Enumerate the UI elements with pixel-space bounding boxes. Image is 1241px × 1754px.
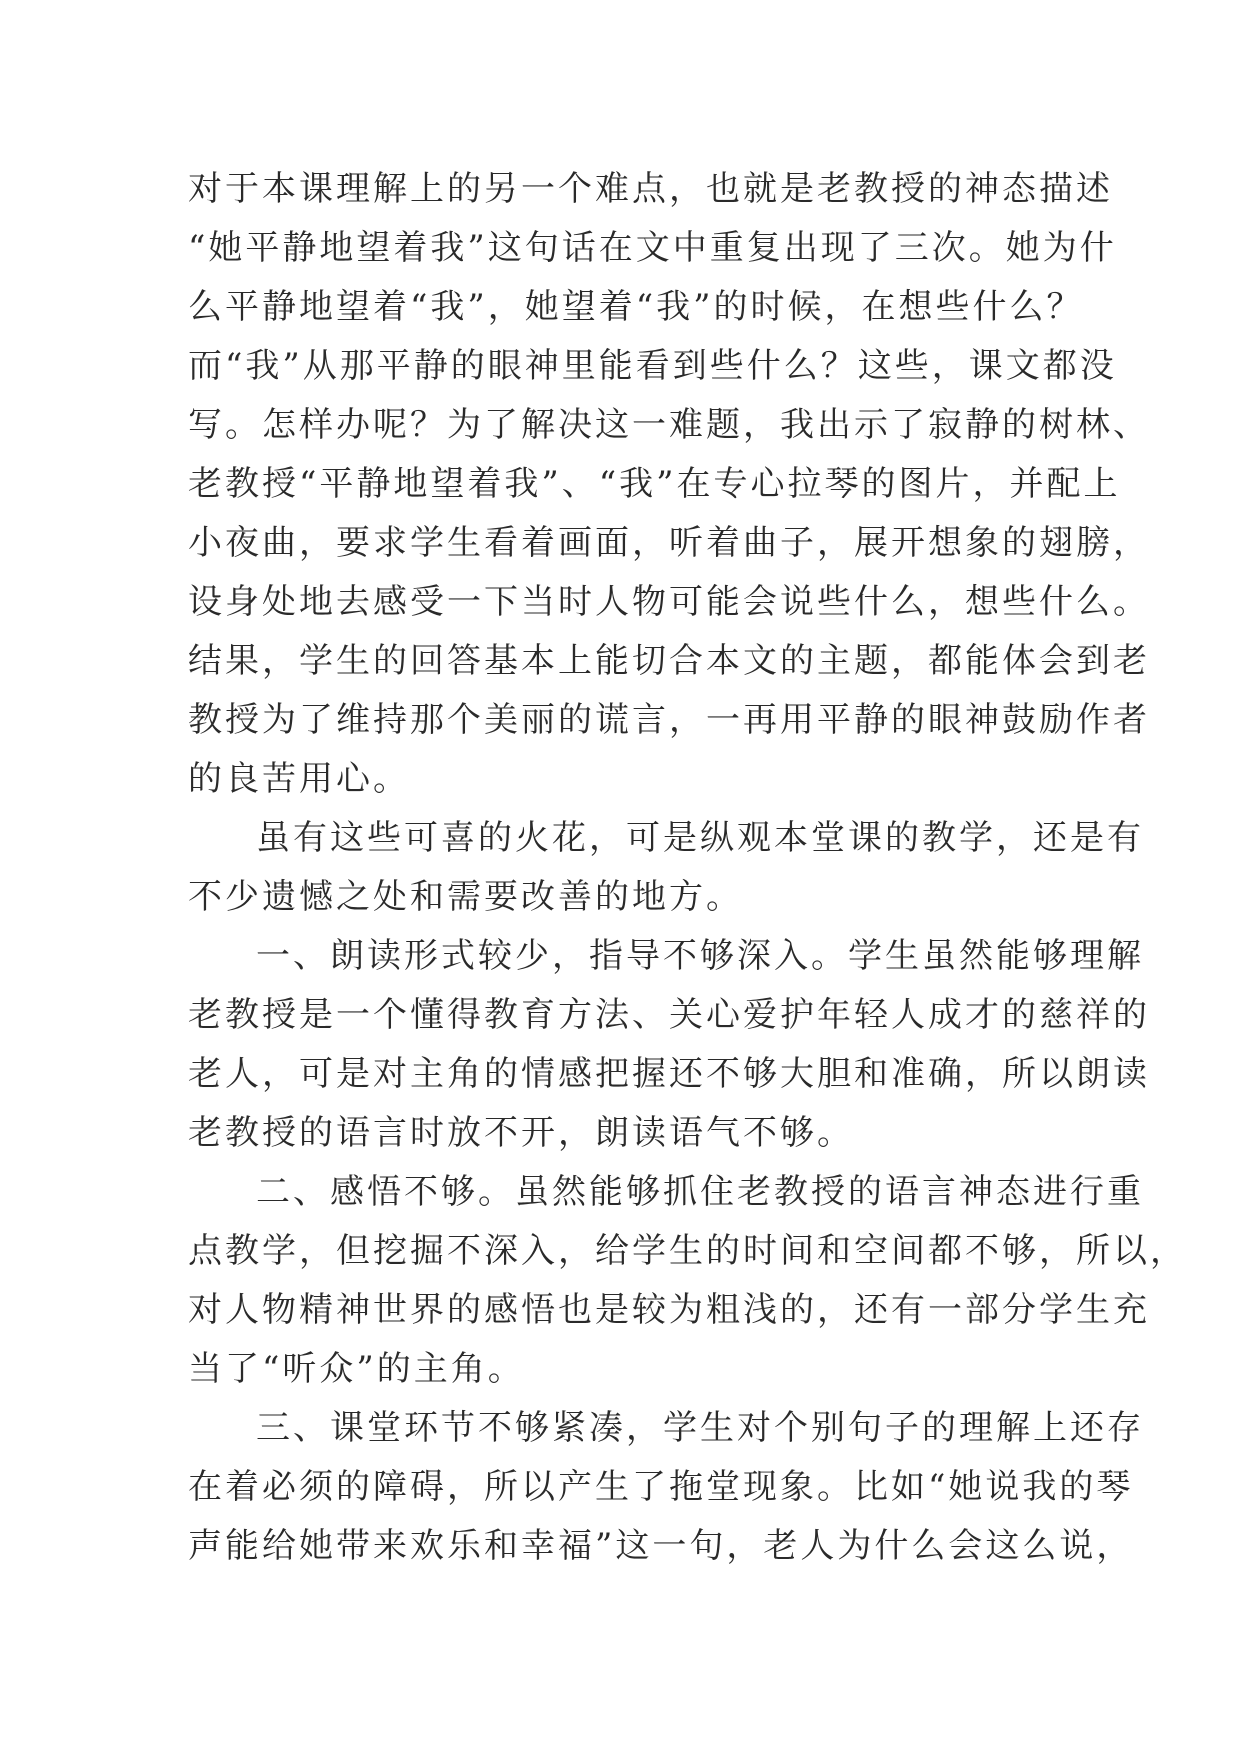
text-line: 而“我”从那平静的眼神里能看到些什么？这些，课文都没 xyxy=(188,346,1117,386)
paragraph-1 xyxy=(188,160,1150,809)
text-line: 老教授的语言时放不开，朗读语气不够。 xyxy=(188,1113,854,1153)
body-text xyxy=(188,160,1187,1576)
text-line: 小夜曲，要求学生看着画面，听着曲子，展开想象的翅膀， xyxy=(188,523,1150,563)
paragraph-2 xyxy=(188,809,1144,927)
text-line: 设身处地去感受一下当时人物可能会说些什么，想些什么。 xyxy=(188,582,1150,622)
text-line: 一、朗读形式较少，指导不够深入。学生虽然能够理解 xyxy=(256,936,1144,976)
paragraph-3 xyxy=(188,927,1150,1163)
paragraph-4 xyxy=(188,1163,1187,1399)
text-line: 老人，可是对主角的情感把握还不够大胆和准确，所以朗读 xyxy=(188,1054,1150,1094)
text-line: “她平静地望着我”这句话在文中重复出现了三次。她为什 xyxy=(188,228,1117,268)
text-line: 声能给她带来欢乐和幸福”这一句，老人为什么会这么说， xyxy=(188,1526,1134,1566)
text-line: 点教学，但挖掘不深入，给学生的时间和空间都不够，所以， xyxy=(188,1231,1187,1271)
text-line: 写。怎样办呢？为了解决这一难题，我出示了寂静的树林、 xyxy=(188,405,1150,445)
text-line: 么平静地望着“我”，她望着“我”的时候，在想些什么？ xyxy=(188,287,1084,327)
text-line: 二、感悟不够。虽然能够抓住老教授的语言神态进行重 xyxy=(256,1172,1144,1212)
text-line: 教授为了维持那个美丽的谎言，一再用平静的眼神鼓励作者 xyxy=(188,700,1150,740)
paragraph-5 xyxy=(188,1399,1144,1576)
text-line: 在着必须的障碍，所以产生了拖堂现象。比如“她说我的琴 xyxy=(188,1467,1134,1507)
text-line: 结果，学生的回答基本上能切合本文的主题，都能体会到老 xyxy=(188,641,1150,681)
text-line: 虽有这些可喜的火花，可是纵观本堂课的教学，还是有 xyxy=(256,818,1144,858)
text-line: 不少遗憾之处和需要改善的地方。 xyxy=(188,877,743,917)
text-line: 对于本课理解上的另一个难点，也就是老教授的神态描述 xyxy=(188,169,1113,209)
text-line: 的良苦用心。 xyxy=(188,759,410,799)
text-line: 老教授是一个懂得教育方法、关心爱护年轻人成才的慈祥的 xyxy=(188,995,1150,1035)
text-line: 老教授“平静地望着我”、“我”在专心拉琴的图片，并配上 xyxy=(188,464,1121,504)
text-line: 对人物精神世界的感悟也是较为粗浅的，还有一部分学生充 xyxy=(188,1290,1150,1330)
text-line: 三、课堂环节不够紧凑，学生对个别句子的理解上还存 xyxy=(256,1408,1144,1448)
text-line: 当了“听众”的主角。 xyxy=(188,1349,525,1389)
